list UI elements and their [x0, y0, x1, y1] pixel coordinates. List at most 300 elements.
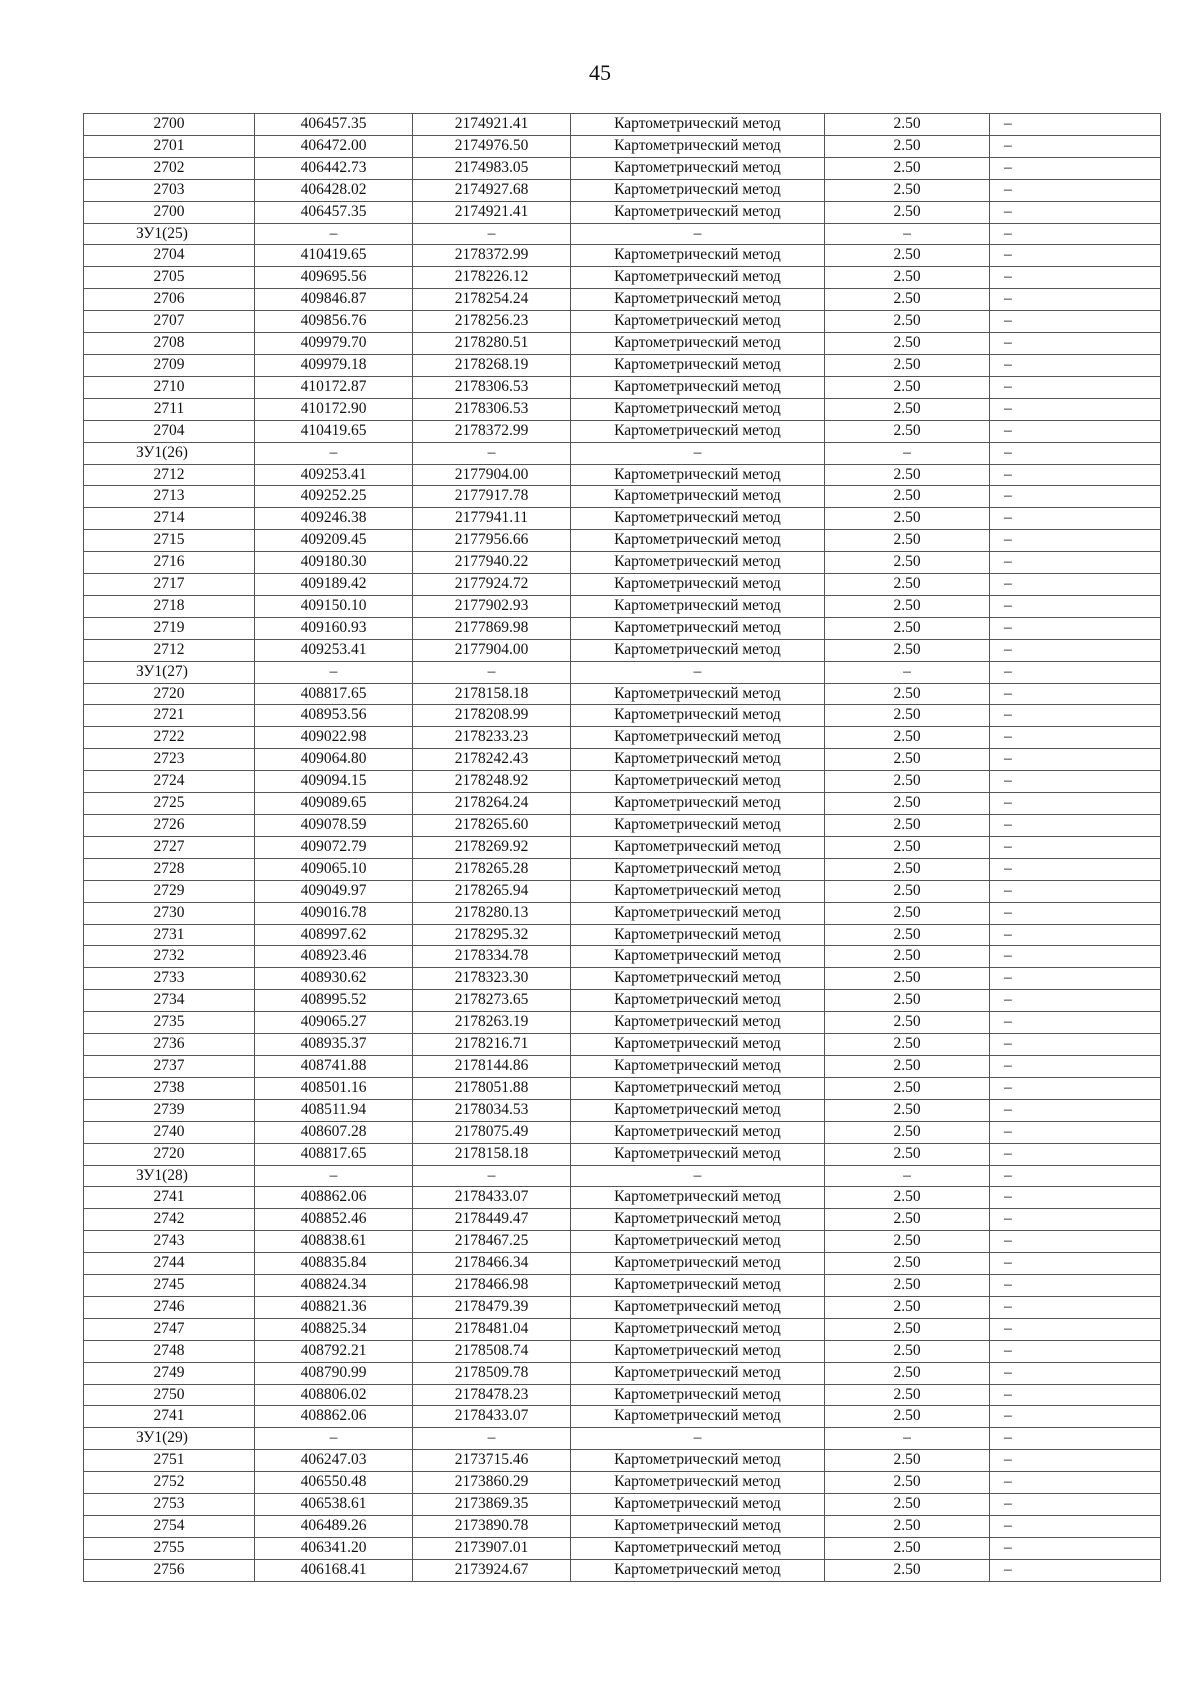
y-coordinate-cell: 2178508.74: [413, 1340, 571, 1362]
y-coordinate-cell: 2178242.43: [413, 749, 571, 771]
y-coordinate-cell: 2178467.25: [413, 1231, 571, 1253]
method-cell: Картометрический метод: [571, 574, 825, 596]
section-header-row: [84, 442, 1161, 464]
table-row: [84, 552, 1161, 574]
method-cell: Картометрический метод: [571, 289, 825, 311]
x-coordinate-cell: 406457.35: [255, 114, 413, 136]
accuracy-cell: 2.50: [825, 815, 990, 837]
point-number-cell: 2710: [84, 376, 255, 398]
accuracy-cell: –: [825, 1428, 990, 1450]
method-cell: Картометрический метод: [571, 530, 825, 552]
x-coordinate-cell: 409065.10: [255, 858, 413, 880]
point-number-cell: 2708: [84, 333, 255, 355]
accuracy-cell: 2.50: [825, 1559, 990, 1581]
method-cell: Картометрический метод: [571, 1253, 825, 1275]
description-cell: –: [990, 1165, 1161, 1187]
point-number-cell: 2735: [84, 1012, 255, 1034]
y-coordinate-cell: 2178208.99: [413, 705, 571, 727]
point-number-cell: 2715: [84, 530, 255, 552]
method-cell: Картометрический метод: [571, 595, 825, 617]
page-number: 45: [589, 60, 611, 85]
description-cell: –: [990, 1472, 1161, 1494]
description-cell: –: [990, 223, 1161, 245]
description-cell: –: [990, 289, 1161, 311]
description-cell: –: [990, 815, 1161, 837]
y-coordinate-cell: –: [413, 442, 571, 464]
method-cell: Картометрический метод: [571, 639, 825, 661]
accuracy-cell: 2.50: [825, 311, 990, 333]
description-cell: –: [990, 486, 1161, 508]
y-coordinate-cell: 2177869.98: [413, 617, 571, 639]
y-coordinate-cell: –: [413, 1165, 571, 1187]
x-coordinate-cell: 410419.65: [255, 245, 413, 267]
point-number-cell: 2704: [84, 245, 255, 267]
y-coordinate-cell: 2178306.53: [413, 376, 571, 398]
point-number-cell: 2736: [84, 1034, 255, 1056]
accuracy-cell: 2.50: [825, 267, 990, 289]
description-cell: –: [990, 1494, 1161, 1516]
method-cell: Картометрический метод: [571, 793, 825, 815]
y-coordinate-cell: 2178372.99: [413, 245, 571, 267]
y-coordinate-cell: 2178372.99: [413, 420, 571, 442]
accuracy-cell: 2.50: [825, 201, 990, 223]
y-coordinate-cell: 2178323.30: [413, 968, 571, 990]
table-row: [84, 1537, 1161, 1559]
accuracy-cell: 2.50: [825, 595, 990, 617]
method-cell: Картометрический метод: [571, 398, 825, 420]
method-cell: Картометрический метод: [571, 990, 825, 1012]
description-cell: –: [990, 1012, 1161, 1034]
accuracy-cell: 2.50: [825, 880, 990, 902]
method-cell: Картометрический метод: [571, 1450, 825, 1472]
y-coordinate-cell: 2174983.05: [413, 157, 571, 179]
table-row: [84, 1494, 1161, 1516]
accuracy-cell: 2.50: [825, 1231, 990, 1253]
point-number-cell: 2706: [84, 289, 255, 311]
x-coordinate-cell: 409252.25: [255, 486, 413, 508]
point-number-cell: 2700: [84, 201, 255, 223]
method-cell: Картометрический метод: [571, 114, 825, 136]
point-number-cell: 2748: [84, 1340, 255, 1362]
method-cell: Картометрический метод: [571, 749, 825, 771]
description-cell: –: [990, 376, 1161, 398]
table-row: [84, 398, 1161, 420]
section-header-row: [84, 661, 1161, 683]
x-coordinate-cell: 409856.76: [255, 311, 413, 333]
y-coordinate-cell: 2178466.98: [413, 1275, 571, 1297]
y-coordinate-cell: 2178158.18: [413, 683, 571, 705]
accuracy-cell: 2.50: [825, 376, 990, 398]
method-cell: Картометрический метод: [571, 464, 825, 486]
accuracy-cell: 2.50: [825, 1472, 990, 1494]
y-coordinate-cell: –: [413, 661, 571, 683]
description-cell: –: [990, 880, 1161, 902]
description-cell: –: [990, 1034, 1161, 1056]
method-cell: Картометрический метод: [571, 1034, 825, 1056]
accuracy-cell: 2.50: [825, 617, 990, 639]
description-cell: –: [990, 1099, 1161, 1121]
point-number-cell: 2711: [84, 398, 255, 420]
description-cell: –: [990, 749, 1161, 771]
point-number-cell: 2753: [84, 1494, 255, 1516]
accuracy-cell: 2.50: [825, 968, 990, 990]
method-cell: Картометрический метод: [571, 1559, 825, 1581]
accuracy-cell: 2.50: [825, 1121, 990, 1143]
point-number-cell: 2704: [84, 420, 255, 442]
description-cell: –: [990, 836, 1161, 858]
accuracy-cell: 2.50: [825, 1450, 990, 1472]
table-row: [84, 245, 1161, 267]
description-cell: –: [990, 771, 1161, 793]
point-number-cell: 2751: [84, 1450, 255, 1472]
accuracy-cell: 2.50: [825, 574, 990, 596]
point-number-cell: 2728: [84, 858, 255, 880]
y-coordinate-cell: 2177924.72: [413, 574, 571, 596]
point-number-cell: 2714: [84, 508, 255, 530]
description-cell: –: [990, 574, 1161, 596]
accuracy-cell: 2.50: [825, 683, 990, 705]
method-cell: Картометрический метод: [571, 1077, 825, 1099]
accuracy-cell: 2.50: [825, 1275, 990, 1297]
table-row: [84, 1143, 1161, 1165]
point-number-cell: 2731: [84, 924, 255, 946]
table-row: [84, 1209, 1161, 1231]
method-cell: –: [571, 442, 825, 464]
x-coordinate-cell: 408997.62: [255, 924, 413, 946]
x-coordinate-cell: 409180.30: [255, 552, 413, 574]
x-coordinate-cell: 409049.97: [255, 880, 413, 902]
table-row: [84, 1559, 1161, 1581]
x-coordinate-cell: 406442.73: [255, 157, 413, 179]
point-number-cell: 2707: [84, 311, 255, 333]
accuracy-cell: 2.50: [825, 1494, 990, 1516]
x-coordinate-cell: 410419.65: [255, 420, 413, 442]
point-number-cell: 2726: [84, 815, 255, 837]
y-coordinate-cell: 2174921.41: [413, 114, 571, 136]
description-cell: –: [990, 114, 1161, 136]
x-coordinate-cell: 408806.02: [255, 1384, 413, 1406]
table-row: [84, 1077, 1161, 1099]
point-number-cell: 2741: [84, 1406, 255, 1428]
point-number-cell: 2716: [84, 552, 255, 574]
description-cell: –: [990, 639, 1161, 661]
description-cell: –: [990, 1340, 1161, 1362]
table-row: [84, 157, 1161, 179]
description-cell: –: [990, 179, 1161, 201]
y-coordinate-cell: 2178034.53: [413, 1099, 571, 1121]
point-number-cell: 2703: [84, 179, 255, 201]
point-number-cell: 2738: [84, 1077, 255, 1099]
accuracy-cell: 2.50: [825, 420, 990, 442]
table-row: [84, 990, 1161, 1012]
method-cell: Картометрический метод: [571, 1143, 825, 1165]
x-coordinate-cell: 406168.41: [255, 1559, 413, 1581]
description-cell: –: [990, 902, 1161, 924]
point-number-cell: 2733: [84, 968, 255, 990]
description-cell: –: [990, 1450, 1161, 1472]
description-cell: –: [990, 464, 1161, 486]
table-row: [84, 749, 1161, 771]
accuracy-cell: 2.50: [825, 354, 990, 376]
point-number-cell: 2730: [84, 902, 255, 924]
method-cell: Картометрический метод: [571, 1055, 825, 1077]
table-row: [84, 289, 1161, 311]
x-coordinate-cell: 408792.21: [255, 1340, 413, 1362]
y-coordinate-cell: 2178265.28: [413, 858, 571, 880]
accuracy-cell: 2.50: [825, 1253, 990, 1275]
accuracy-cell: 2.50: [825, 924, 990, 946]
x-coordinate-cell: 406550.48: [255, 1472, 413, 1494]
y-coordinate-cell: 2178264.24: [413, 793, 571, 815]
method-cell: Картометрический метод: [571, 1362, 825, 1384]
accuracy-cell: 2.50: [825, 836, 990, 858]
description-cell: –: [990, 1253, 1161, 1275]
table-row: [84, 1121, 1161, 1143]
y-coordinate-cell: 2178433.07: [413, 1406, 571, 1428]
method-cell: Картометрический метод: [571, 333, 825, 355]
point-number-cell: 2724: [84, 771, 255, 793]
table-row: [84, 880, 1161, 902]
description-cell: –: [990, 1384, 1161, 1406]
table-row: [84, 508, 1161, 530]
x-coordinate-cell: 406247.03: [255, 1450, 413, 1472]
table-row: [84, 727, 1161, 749]
description-cell: –: [990, 398, 1161, 420]
description-cell: –: [990, 661, 1161, 683]
table-row: [84, 1340, 1161, 1362]
method-cell: Картометрический метод: [571, 1121, 825, 1143]
accuracy-cell: 2.50: [825, 1143, 990, 1165]
x-coordinate-cell: 408930.62: [255, 968, 413, 990]
method-cell: Картометрический метод: [571, 1099, 825, 1121]
point-number-cell: ЗУ1(28): [84, 1165, 255, 1187]
description-cell: –: [990, 968, 1161, 990]
table-row: [84, 1406, 1161, 1428]
description-cell: –: [990, 1516, 1161, 1538]
method-cell: Картометрический метод: [571, 267, 825, 289]
x-coordinate-cell: 409253.41: [255, 464, 413, 486]
method-cell: Картометрический метод: [571, 858, 825, 880]
description-cell: –: [990, 1362, 1161, 1384]
accuracy-cell: 2.50: [825, 157, 990, 179]
y-coordinate-cell: 2178479.39: [413, 1296, 571, 1318]
table-row: [84, 815, 1161, 837]
accuracy-cell: 2.50: [825, 902, 990, 924]
x-coordinate-cell: 409695.56: [255, 267, 413, 289]
table-row: [84, 1362, 1161, 1384]
x-coordinate-cell: 406428.02: [255, 179, 413, 201]
y-coordinate-cell: 2178449.47: [413, 1209, 571, 1231]
table-row: [84, 267, 1161, 289]
point-number-cell: 2729: [84, 880, 255, 902]
point-number-cell: 2713: [84, 486, 255, 508]
description-cell: –: [990, 1187, 1161, 1209]
accuracy-cell: 2.50: [825, 486, 990, 508]
description-cell: –: [990, 705, 1161, 727]
x-coordinate-cell: 408607.28: [255, 1121, 413, 1143]
x-coordinate-cell: 408862.06: [255, 1187, 413, 1209]
point-number-cell: 2709: [84, 354, 255, 376]
method-cell: Картометрический метод: [571, 1494, 825, 1516]
point-number-cell: 2744: [84, 1253, 255, 1275]
accuracy-cell: 2.50: [825, 771, 990, 793]
method-cell: Картометрический метод: [571, 1516, 825, 1538]
y-coordinate-cell: 2174921.41: [413, 201, 571, 223]
point-number-cell: ЗУ1(26): [84, 442, 255, 464]
point-number-cell: 2747: [84, 1318, 255, 1340]
x-coordinate-cell: 409189.42: [255, 574, 413, 596]
table-row: [84, 617, 1161, 639]
x-coordinate-cell: 409160.93: [255, 617, 413, 639]
table-row: [84, 1384, 1161, 1406]
x-coordinate-cell: –: [255, 1165, 413, 1187]
x-coordinate-cell: 409078.59: [255, 815, 413, 837]
y-coordinate-cell: 2178254.24: [413, 289, 571, 311]
y-coordinate-cell: 2178306.53: [413, 398, 571, 420]
description-cell: –: [990, 1231, 1161, 1253]
coordinates-table: [83, 113, 1161, 1582]
x-coordinate-cell: 406489.26: [255, 1516, 413, 1538]
x-coordinate-cell: 409846.87: [255, 289, 413, 311]
y-coordinate-cell: 2178334.78: [413, 946, 571, 968]
accuracy-cell: –: [825, 223, 990, 245]
x-coordinate-cell: 408838.61: [255, 1231, 413, 1253]
point-number-cell: 2750: [84, 1384, 255, 1406]
point-number-cell: 2745: [84, 1275, 255, 1297]
table-row: [84, 574, 1161, 596]
description-cell: –: [990, 245, 1161, 267]
method-cell: Картометрический метод: [571, 880, 825, 902]
method-cell: Картометрический метод: [571, 683, 825, 705]
point-number-cell: 2702: [84, 157, 255, 179]
table-row: [84, 1450, 1161, 1472]
method-cell: Картометрический метод: [571, 1472, 825, 1494]
point-number-cell: 2741: [84, 1187, 255, 1209]
point-number-cell: 2723: [84, 749, 255, 771]
description-cell: –: [990, 1209, 1161, 1231]
accuracy-cell: 2.50: [825, 705, 990, 727]
table-row: [84, 902, 1161, 924]
accuracy-cell: 2.50: [825, 749, 990, 771]
point-number-cell: 2721: [84, 705, 255, 727]
accuracy-cell: 2.50: [825, 114, 990, 136]
point-number-cell: 2755: [84, 1537, 255, 1559]
table-row: [84, 705, 1161, 727]
description-cell: –: [990, 135, 1161, 157]
description-cell: –: [990, 1121, 1161, 1143]
x-coordinate-cell: 406341.20: [255, 1537, 413, 1559]
y-coordinate-cell: 2177904.00: [413, 639, 571, 661]
point-number-cell: 2712: [84, 639, 255, 661]
description-cell: –: [990, 508, 1161, 530]
y-coordinate-cell: 2178478.23: [413, 1384, 571, 1406]
method-cell: –: [571, 1165, 825, 1187]
description-cell: –: [990, 530, 1161, 552]
point-number-cell: ЗУ1(29): [84, 1428, 255, 1450]
x-coordinate-cell: 408862.06: [255, 1406, 413, 1428]
y-coordinate-cell: 2177956.66: [413, 530, 571, 552]
accuracy-cell: 2.50: [825, 464, 990, 486]
table-row: [84, 201, 1161, 223]
method-cell: Картометрический метод: [571, 771, 825, 793]
point-number-cell: 2717: [84, 574, 255, 596]
description-cell: –: [990, 793, 1161, 815]
table-row: [84, 1275, 1161, 1297]
accuracy-cell: 2.50: [825, 990, 990, 1012]
table-row: [84, 1472, 1161, 1494]
accuracy-cell: 2.50: [825, 858, 990, 880]
y-coordinate-cell: 2178509.78: [413, 1362, 571, 1384]
y-coordinate-cell: 2178273.65: [413, 990, 571, 1012]
method-cell: Картометрический метод: [571, 552, 825, 574]
description-cell: –: [990, 1428, 1161, 1450]
table-row: [84, 1187, 1161, 1209]
x-coordinate-cell: 406472.00: [255, 135, 413, 157]
y-coordinate-cell: 2177904.00: [413, 464, 571, 486]
point-number-cell: 2742: [84, 1209, 255, 1231]
table-row: [84, 1253, 1161, 1275]
table-row: [84, 1055, 1161, 1077]
method-cell: Картометрический метод: [571, 311, 825, 333]
y-coordinate-cell: 2173715.46: [413, 1450, 571, 1472]
point-number-cell: 2701: [84, 135, 255, 157]
description-cell: –: [990, 267, 1161, 289]
y-coordinate-cell: 2178265.60: [413, 815, 571, 837]
table-row: [84, 771, 1161, 793]
table-row: [84, 354, 1161, 376]
table-row: [84, 858, 1161, 880]
method-cell: Картометрический метод: [571, 420, 825, 442]
accuracy-cell: 2.50: [825, 530, 990, 552]
y-coordinate-cell: –: [413, 1428, 571, 1450]
point-number-cell: 2722: [84, 727, 255, 749]
y-coordinate-cell: 2173924.67: [413, 1559, 571, 1581]
x-coordinate-cell: 408852.46: [255, 1209, 413, 1231]
method-cell: Картометрический метод: [571, 245, 825, 267]
x-coordinate-cell: 408995.52: [255, 990, 413, 1012]
table-row: [84, 179, 1161, 201]
point-number-cell: 2705: [84, 267, 255, 289]
description-cell: –: [990, 1318, 1161, 1340]
table-row: [84, 376, 1161, 398]
table-row: [84, 530, 1161, 552]
y-coordinate-cell: 2178263.19: [413, 1012, 571, 1034]
x-coordinate-cell: 409016.78: [255, 902, 413, 924]
y-coordinate-cell: 2173860.29: [413, 1472, 571, 1494]
description-cell: –: [990, 552, 1161, 574]
x-coordinate-cell: 408501.16: [255, 1077, 413, 1099]
accuracy-cell: 2.50: [825, 289, 990, 311]
table-row: [84, 793, 1161, 815]
description-cell: –: [990, 1406, 1161, 1428]
point-number-cell: 2739: [84, 1099, 255, 1121]
table-row: [84, 836, 1161, 858]
y-coordinate-cell: 2177941.11: [413, 508, 571, 530]
x-coordinate-cell: 408825.34: [255, 1318, 413, 1340]
table-row: [84, 333, 1161, 355]
y-coordinate-cell: 2174976.50: [413, 135, 571, 157]
y-coordinate-cell: 2174927.68: [413, 179, 571, 201]
table-row: [84, 683, 1161, 705]
table-row: [84, 114, 1161, 136]
method-cell: –: [571, 1428, 825, 1450]
method-cell: Картометрический метод: [571, 924, 825, 946]
description-cell: –: [990, 683, 1161, 705]
point-number-cell: 2727: [84, 836, 255, 858]
description-cell: –: [990, 201, 1161, 223]
point-number-cell: 2732: [84, 946, 255, 968]
method-cell: Картометрический метод: [571, 1537, 825, 1559]
